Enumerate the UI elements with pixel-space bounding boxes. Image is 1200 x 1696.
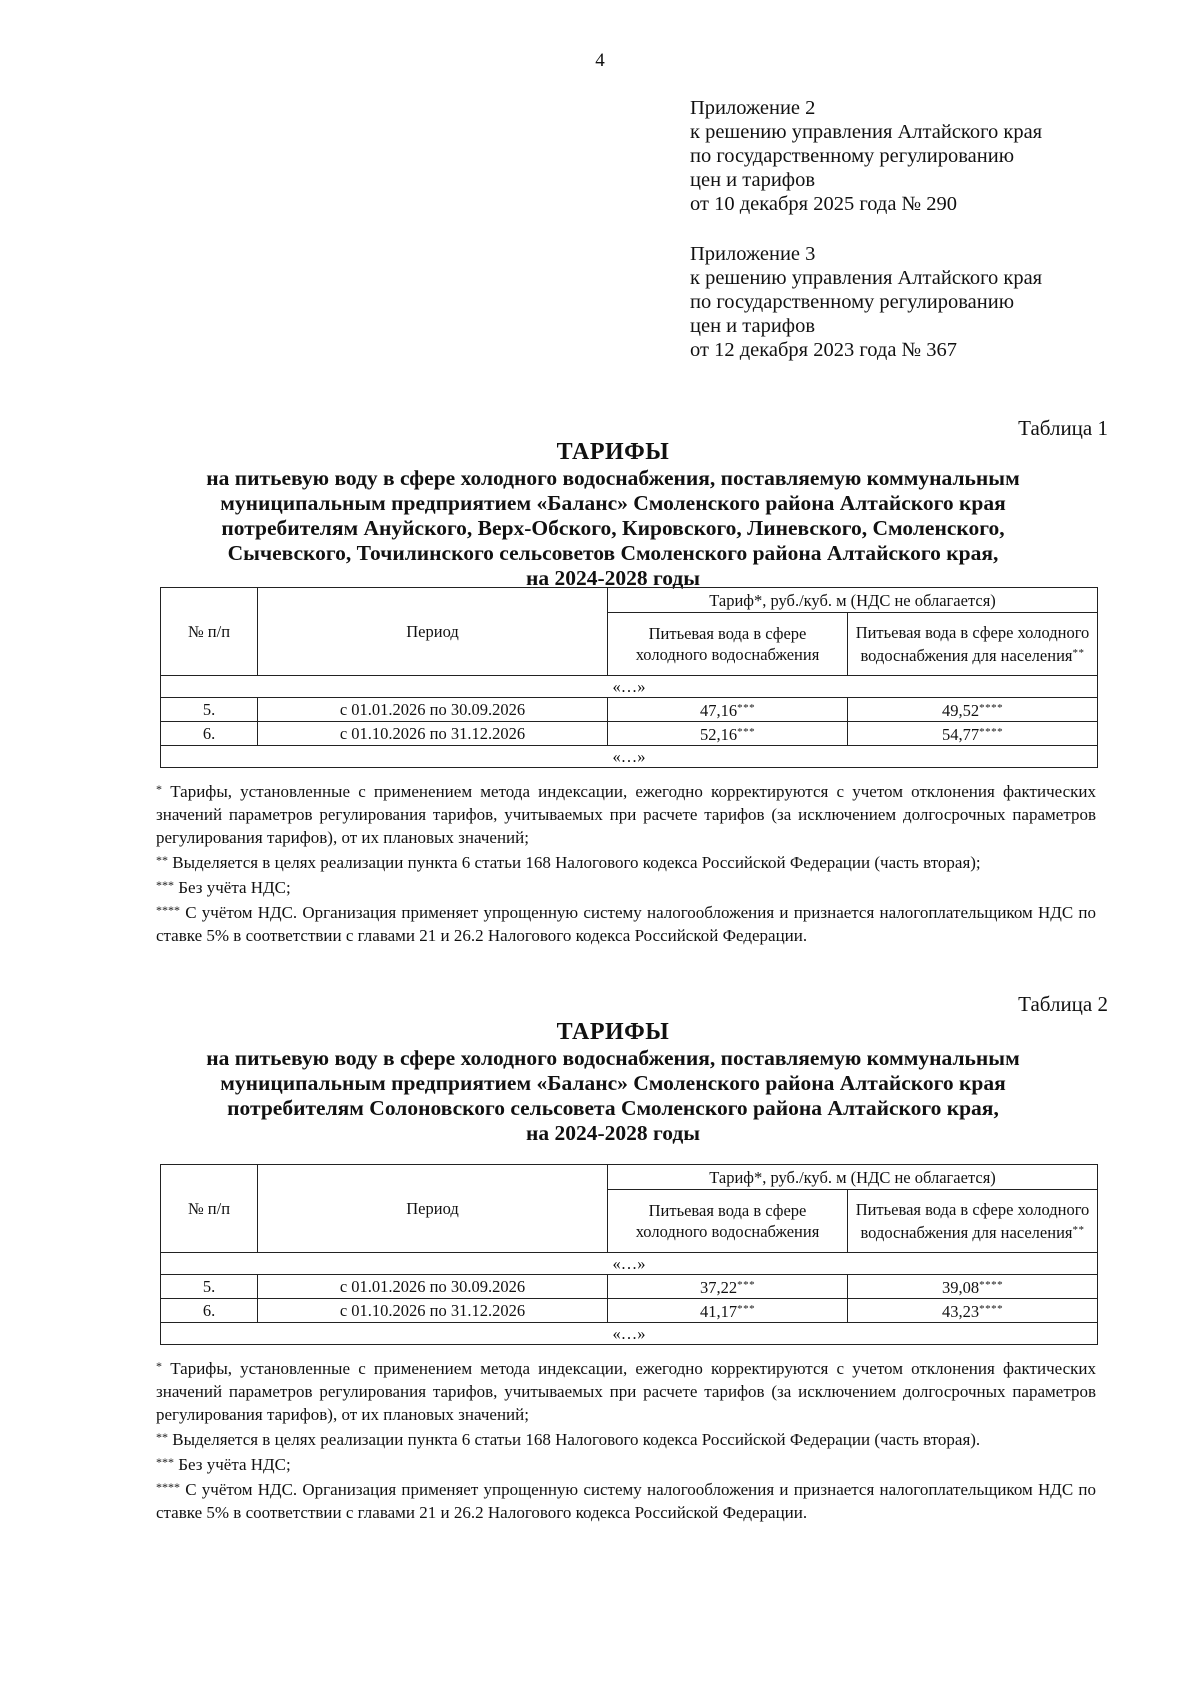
footnote-text: Тарифы, установленные с применением метода индексации, ежегодно корректируются с учетом отклонения фактических значений параметров регулирования тарифов, учитываемых при расчете тарифов (за исключением долгосрочных параметров регулирования тарифов), от их плановых значений; [156, 1359, 1097, 1424]
table-row [161, 698, 1098, 722]
footnote-4 [156, 899, 1096, 947]
footnote-mark: *** [737, 1279, 756, 1291]
row-value-2 [848, 1299, 1098, 1323]
footnote-text: С учётом НДС. Организация применяет упрощенную систему налогообложения и признается налогоплательщиком НДС по ставке 5% в соответствии с главами 21 и 26.2 Налогового кодекса Российской Федерации. [156, 903, 1096, 945]
appendix-line: к решению управления Алтайского края [690, 267, 1043, 289]
table-1-label: Таблица 1 [1018, 416, 1108, 440]
footnote-mark: **** [979, 1279, 1004, 1291]
table-1-title: ТАРИФЫ [556, 439, 670, 465]
value: 41,17 [699, 1302, 738, 1321]
footnote-text: Выделяется в целях реализации пункта 6 статьи 168 Налогового кодекса Российской Федерации (часть вторая). [172, 1430, 981, 1449]
header-col1: Питьевая вода в сфере холодного водоснабжения [608, 613, 848, 676]
footnote-3 [156, 1451, 1096, 1476]
footnote-mark: *** [737, 1303, 756, 1315]
header-col1: Питьевая вода в сфере холодного водоснабжения [608, 1190, 848, 1253]
appendix-line: от 10 декабря 2025 года № 290 [690, 193, 957, 215]
table-1-subtitle-line: потребителям Ануйского, Верх-Обского, Кировского, Линевского, Смоленского, [221, 516, 1005, 540]
ellipsis-row: «…» [161, 1323, 1098, 1345]
footnote-text: Выделяется в целях реализации пункта 6 статьи 168 Налогового кодекса Российской Федерации (часть вторая); [172, 853, 981, 872]
table-1-subtitle-line: на 2024-2028 годы [525, 566, 701, 590]
appendix-line: Приложение 2 [690, 97, 816, 119]
row-num: 6. [161, 1299, 258, 1323]
row-value-2 [848, 698, 1098, 722]
row-value-1 [608, 1275, 848, 1299]
row-period: с 01.01.2026 по 30.09.2026 [258, 1275, 608, 1299]
tariff-table-2 [160, 1164, 1098, 1345]
value: 39,08 [941, 1278, 980, 1297]
footnote-2 [156, 1426, 1096, 1451]
header-tariff: Тариф*, руб./куб. м (НДС не облагается) [608, 1165, 1098, 1190]
table-row [161, 1299, 1098, 1323]
footnote-2 [156, 849, 1096, 874]
table-2-title: ТАРИФЫ [556, 1019, 670, 1045]
header-tariff: Тариф*, руб./куб. м (НДС не облагается) [608, 588, 1098, 613]
page-number: 4 [595, 50, 605, 71]
table-1-subtitle-line: Сычевского, Точилинского сельсоветов Смоленского района Алтайского края, [227, 541, 999, 565]
footnote-mark: *** [156, 878, 174, 892]
table-2-subtitle-line: на питьевую воду в сфере холодного водоснабжения, поставляемую коммунальным [206, 1046, 1020, 1070]
header-col2-text: Питьевая вода в сфере холодного водоснабжения для населения [855, 1200, 1090, 1242]
header-period: Период [258, 588, 608, 676]
appendix-line: цен и тарифов [690, 169, 816, 191]
footnote-3 [156, 874, 1096, 899]
header-num: № п/п [161, 1165, 258, 1253]
table-1-subtitle-line: муниципальным предприятием «Баланс» Смоленского района Алтайского края [220, 491, 1006, 515]
value: 54,77 [941, 725, 980, 744]
footnote-mark: **** [979, 726, 1004, 738]
value: 49,52 [941, 701, 980, 720]
footnote-text: Тарифы, установленные с применением метода индексации, ежегодно корректируются с учетом отклонения фактических значений параметров регулирования тарифов, учитываемых при расчете тарифов (за исключением долгосрочных параметров регулирования тарифов), от их плановых значений; [156, 782, 1097, 847]
header-num: № п/п [161, 588, 258, 676]
appendix-3-header [690, 242, 1042, 362]
value: 37,22 [699, 1278, 738, 1297]
row-value-1 [608, 1299, 848, 1323]
table-2-subtitle-line: на 2024-2028 годы [525, 1121, 701, 1145]
footnote-1 [156, 778, 1096, 849]
footnote-mark: ** [1072, 647, 1085, 659]
row-value-2 [848, 722, 1098, 746]
appendix-line: Приложение 3 [690, 243, 816, 265]
appendix-line: цен и тарифов [690, 315, 816, 337]
value: 43,23 [941, 1302, 980, 1321]
header-col2 [848, 613, 1098, 676]
table-row [161, 1275, 1098, 1299]
row-value-1 [608, 698, 848, 722]
row-num: 6. [161, 722, 258, 746]
footnote-mark: ** [156, 1430, 168, 1444]
row-num: 5. [161, 1275, 258, 1299]
appendix-2-header [690, 96, 1042, 216]
footnote-4 [156, 1476, 1096, 1524]
value: 47,16 [699, 701, 738, 720]
appendix-line: по государственному регулированию [690, 145, 1015, 167]
table-2-footnotes [156, 1355, 1096, 1524]
footnote-text: Без учёта НДС; [178, 878, 291, 897]
row-num: 5. [161, 698, 258, 722]
footnote-mark: **** [156, 903, 180, 917]
row-period: с 01.10.2026 по 31.12.2026 [258, 1299, 608, 1323]
table-1-title-block [150, 438, 1076, 591]
row-period: с 01.10.2026 по 31.12.2026 [258, 722, 608, 746]
footnote-mark: ** [1072, 1224, 1085, 1236]
table-1-footnotes [156, 778, 1096, 947]
header-col2 [848, 1190, 1098, 1253]
row-value-2 [848, 1275, 1098, 1299]
footnote-mark: **** [979, 1303, 1004, 1315]
appendix-line: к решению управления Алтайского края [690, 121, 1043, 143]
appendix-line: по государственному регулированию [690, 291, 1015, 313]
footnote-mark: **** [156, 1480, 180, 1494]
header-col2-text: Питьевая вода в сфере холодного водоснабжения для населения [855, 623, 1090, 665]
footnote-text: С учётом НДС. Организация применяет упрощенную систему налогообложения и признается налогоплательщиком НДС по ставке 5% в соответствии с главами 21 и 26.2 Налогового кодекса Российской Федерации. [156, 1480, 1096, 1522]
table-row [161, 722, 1098, 746]
row-value-1 [608, 722, 848, 746]
ellipsis-row: «…» [161, 676, 1098, 698]
table-2-label: Таблица 2 [1018, 992, 1108, 1016]
row-period: с 01.01.2026 по 30.09.2026 [258, 698, 608, 722]
table-2-subtitle-line: муниципальным предприятием «Баланс» Смоленского района Алтайского края [220, 1071, 1006, 1095]
footnote-mark: *** [737, 726, 756, 738]
table-2-title-block [150, 1018, 1076, 1146]
value: 52,16 [699, 725, 738, 744]
footnote-mark: * [156, 782, 162, 796]
tariff-table-1 [160, 587, 1098, 768]
footnote-mark: ** [156, 853, 168, 867]
footnote-mark: *** [737, 702, 756, 714]
footnote-mark: *** [156, 1455, 174, 1469]
table-2-subtitle-line: потребителям Солоновского сельсовета Смоленского района Алтайского края, [227, 1096, 999, 1120]
footnote-mark: **** [979, 702, 1004, 714]
footnote-1 [156, 1355, 1096, 1426]
appendix-line: от 12 декабря 2023 года № 367 [690, 339, 957, 361]
ellipsis-row: «…» [161, 746, 1098, 768]
footnote-mark: * [156, 1359, 162, 1373]
table-1-subtitle-line: на питьевую воду в сфере холодного водоснабжения, поставляемую коммунальным [206, 466, 1020, 490]
ellipsis-row: «…» [161, 1253, 1098, 1275]
header-period: Период [258, 1165, 608, 1253]
footnote-text: Без учёта НДС; [178, 1455, 291, 1474]
